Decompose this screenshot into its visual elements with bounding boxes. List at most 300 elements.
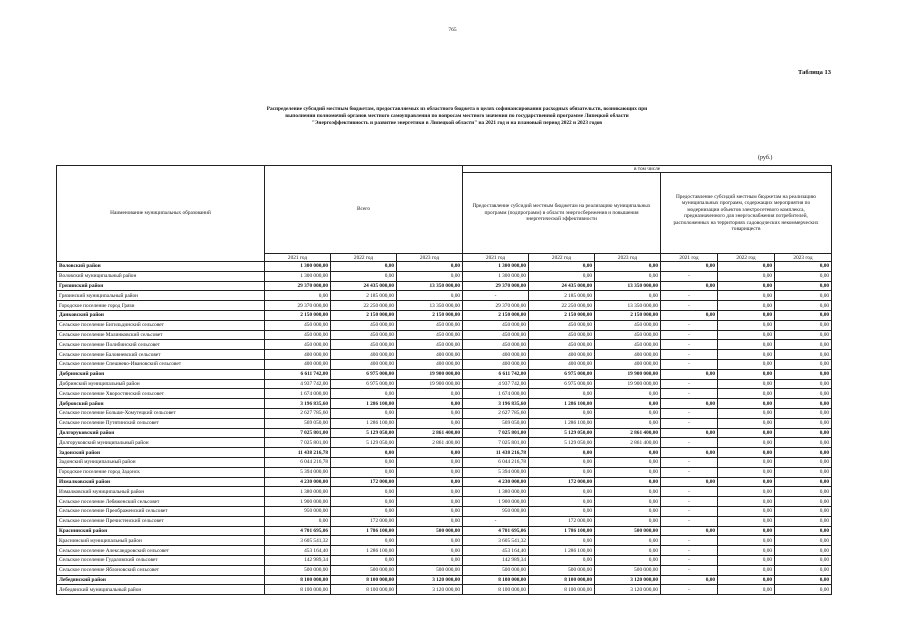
amount-cell: 1 286 100,00 bbox=[331, 399, 397, 409]
amount-cell: 1 286 100,00 bbox=[529, 399, 595, 409]
amount-cell: 450 000,00 bbox=[331, 320, 397, 330]
amount-cell: 0,00 bbox=[661, 310, 718, 320]
municipality-name: Сельское поселение Пречистенский сельсовет bbox=[57, 516, 265, 526]
header-group-energy-efficiency: Предоставление субсидий местным бюджетам на реализацию муниципальных программ (подпрограмм) в области энергосбережения и повышения энергетической эффективности bbox=[463, 173, 661, 254]
amount-cell: 0,00 bbox=[529, 408, 595, 418]
amount-cell: 5 129 050,00 bbox=[529, 428, 595, 438]
amount-cell: 453 164,40 bbox=[463, 546, 529, 556]
amount-cell: 0,00 bbox=[718, 369, 775, 379]
amount-cell: 400 000,00 bbox=[529, 359, 595, 369]
amount-cell: 0,00 bbox=[775, 555, 832, 565]
amount-cell: 0,00 bbox=[595, 262, 661, 272]
amount-cell: 0,00 bbox=[718, 546, 775, 556]
amount-cell: 6 975 000,00 bbox=[331, 379, 397, 389]
municipality-name: Измалковский район bbox=[57, 477, 265, 487]
amount-cell: 0,00 bbox=[718, 526, 775, 536]
municipality-name: Городское поселение город Грязи bbox=[57, 301, 265, 311]
amount-cell: 0,00 bbox=[397, 418, 463, 428]
amount-cell: 6 975 000,00 bbox=[331, 369, 397, 379]
amount-cell: 8 100 000,00 bbox=[529, 575, 595, 585]
municipality-name: Добринский район bbox=[57, 369, 265, 379]
amount-cell: - bbox=[661, 271, 718, 281]
municipality-name: Сельское поселение Александровский сельсовет bbox=[57, 546, 265, 556]
amount-cell: 0,00 bbox=[595, 487, 661, 497]
amount-cell: 0,00 bbox=[775, 350, 832, 360]
amount-cell: 2 861 400,00 bbox=[595, 438, 661, 448]
amount-cell: - bbox=[463, 291, 529, 301]
amount-cell: 0,00 bbox=[718, 281, 775, 291]
amount-cell: 0,00 bbox=[397, 448, 463, 458]
amount-cell: 0,00 bbox=[775, 428, 832, 438]
amount-cell: 0,00 bbox=[718, 350, 775, 360]
table-row bbox=[57, 555, 832, 565]
amount-cell: 1 300 000,00 bbox=[265, 271, 331, 281]
amount-cell: 0,00 bbox=[718, 585, 775, 595]
municipality-name: Сельское поселение Больше-Хомутецкий сельсовет bbox=[57, 408, 265, 418]
amount-cell: 0,00 bbox=[775, 408, 832, 418]
amount-cell: 0,00 bbox=[775, 536, 832, 546]
municipality-name: Сельское поселение Путятинский сельсовет bbox=[57, 418, 265, 428]
amount-cell: 4 937 742,00 bbox=[265, 379, 331, 389]
amount-cell: 8 100 000,00 bbox=[463, 585, 529, 595]
amount-cell: - bbox=[661, 536, 718, 546]
amount-cell: 3 196 835,60 bbox=[463, 399, 529, 409]
amount-cell: 0,00 bbox=[265, 291, 331, 301]
amount-cell: 0,00 bbox=[718, 262, 775, 272]
municipality-name: Измалковский муниципальный район bbox=[57, 487, 265, 497]
amount-cell: 0,00 bbox=[529, 389, 595, 399]
municipality-name: Воловский муниципальный район bbox=[57, 271, 265, 281]
table-row bbox=[57, 291, 832, 301]
amount-cell: 0,00 bbox=[595, 546, 661, 556]
amount-cell: - bbox=[661, 487, 718, 497]
municipality-name: Грязинский муниципальный район bbox=[57, 291, 265, 301]
amount-cell: 8 100 000,00 bbox=[529, 585, 595, 595]
amount-cell: 0,00 bbox=[718, 340, 775, 350]
district-row bbox=[57, 575, 832, 585]
amount-cell: 0,00 bbox=[775, 389, 832, 399]
amount-cell: 1 786 100,00 bbox=[331, 526, 397, 536]
amount-cell: 2 185 000,00 bbox=[529, 291, 595, 301]
amount-cell: 0,00 bbox=[595, 497, 661, 507]
municipality-name: Сельское поселение Хворостянский сельсовет bbox=[57, 389, 265, 399]
amount-cell: 450 000,00 bbox=[463, 340, 529, 350]
amount-cell: 24 435 000,00 bbox=[529, 281, 595, 291]
amount-cell: 0,00 bbox=[718, 301, 775, 311]
municipality-name: Задонский район bbox=[57, 448, 265, 458]
district-row bbox=[57, 369, 832, 379]
table-row bbox=[57, 340, 832, 350]
amount-cell: 172 000,00 bbox=[331, 477, 397, 487]
amount-cell: 2 150 000,00 bbox=[397, 310, 463, 320]
amount-cell: 2 150 000,00 bbox=[265, 310, 331, 320]
amount-cell: 0,00 bbox=[775, 516, 832, 526]
amount-cell: 19 900 000,00 bbox=[595, 369, 661, 379]
amount-cell: 7 025 801,00 bbox=[463, 428, 529, 438]
table-label: Таблица 13 bbox=[798, 69, 832, 76]
table-row bbox=[57, 487, 832, 497]
district-row bbox=[57, 281, 832, 291]
amount-cell: 400 000,00 bbox=[529, 350, 595, 360]
amount-cell: 6 044 216,78 bbox=[265, 457, 331, 467]
amount-cell: 13 350 000,00 bbox=[595, 281, 661, 291]
amount-cell: - bbox=[661, 359, 718, 369]
amount-cell: 0,00 bbox=[595, 291, 661, 301]
amount-cell: 400 000,00 bbox=[331, 359, 397, 369]
amount-cell: 22 250 000,00 bbox=[529, 301, 595, 311]
amount-cell: 569 050,00 bbox=[463, 418, 529, 428]
amount-cell: 5 394 000,00 bbox=[463, 467, 529, 477]
amount-cell: 0,00 bbox=[397, 291, 463, 301]
municipality-name: Долгоруковский район bbox=[57, 428, 265, 438]
amount-cell: 0,00 bbox=[775, 271, 832, 281]
table-row bbox=[57, 438, 832, 448]
amount-cell: 0,00 bbox=[775, 497, 832, 507]
amount-cell: 0,00 bbox=[718, 516, 775, 526]
amount-cell: 0,00 bbox=[595, 389, 661, 399]
amount-cell: 450 000,00 bbox=[595, 340, 661, 350]
amount-cell: 0,00 bbox=[775, 448, 832, 458]
table-row bbox=[57, 457, 832, 467]
amount-cell: 0,00 bbox=[397, 536, 463, 546]
amount-cell: 0,00 bbox=[595, 271, 661, 281]
amount-cell: 1 380 000,00 bbox=[463, 487, 529, 497]
amount-cell: 0,00 bbox=[775, 585, 832, 595]
amount-cell: 0,00 bbox=[331, 389, 397, 399]
amount-cell: 8 100 000,00 bbox=[331, 575, 397, 585]
table-row bbox=[57, 418, 832, 428]
amount-cell: 0,00 bbox=[595, 536, 661, 546]
amount-cell: 1 286 100,00 bbox=[529, 546, 595, 556]
amount-cell: 0,00 bbox=[775, 379, 832, 389]
amount-cell: 3 196 835,60 bbox=[265, 399, 331, 409]
amount-cell: 0,00 bbox=[529, 457, 595, 467]
amount-cell: 22 250 000,00 bbox=[331, 301, 397, 311]
amount-cell: 500 000,00 bbox=[265, 565, 331, 575]
amount-cell: 0,00 bbox=[718, 389, 775, 399]
amount-cell: 1 786 100,00 bbox=[529, 526, 595, 536]
amount-cell: 0,00 bbox=[331, 408, 397, 418]
amount-cell: 0,00 bbox=[775, 438, 832, 448]
amount-cell: 0,00 bbox=[718, 438, 775, 448]
amount-cell: 0,00 bbox=[595, 506, 661, 516]
header-year: 2021 год bbox=[463, 254, 529, 262]
amount-cell: 1 300 000,00 bbox=[463, 262, 529, 272]
amount-cell: 142 989,34 bbox=[463, 555, 529, 565]
amount-cell: 0,00 bbox=[331, 448, 397, 458]
amount-cell: 4 701 695,06 bbox=[265, 526, 331, 536]
amount-cell: 3 120 000,00 bbox=[397, 575, 463, 585]
table-row bbox=[57, 516, 832, 526]
amount-cell: 0,00 bbox=[397, 497, 463, 507]
amount-cell: 13 350 000,00 bbox=[595, 301, 661, 311]
amount-cell: 0,00 bbox=[718, 497, 775, 507]
amount-cell: 0,00 bbox=[775, 487, 832, 497]
table-row bbox=[57, 565, 832, 575]
municipality-name: Сельское поселение Полибинский сельсовет bbox=[57, 340, 265, 350]
amount-cell: 6 611 742,00 bbox=[463, 369, 529, 379]
amount-cell: 19 900 000,00 bbox=[595, 379, 661, 389]
amount-cell: 0,00 bbox=[718, 320, 775, 330]
amount-cell: 450 000,00 bbox=[529, 340, 595, 350]
amount-cell: 400 000,00 bbox=[331, 350, 397, 360]
municipality-name: Сельское поселение Малинковский сельсовет bbox=[57, 330, 265, 340]
table-row bbox=[57, 389, 832, 399]
municipality-name: Долгоруковский муниципальный район bbox=[57, 438, 265, 448]
amount-cell: 6 975 000,00 bbox=[529, 379, 595, 389]
amount-cell: 1 286 100,00 bbox=[331, 418, 397, 428]
table-row bbox=[57, 546, 832, 556]
amount-cell: 1 900 000,00 bbox=[463, 497, 529, 507]
header-year: 2023 год bbox=[397, 254, 463, 262]
amount-cell: 0,00 bbox=[775, 457, 832, 467]
amount-cell: 0,00 bbox=[718, 536, 775, 546]
municipality-name: Сельское поселение Лебяженский сельсовет bbox=[57, 497, 265, 507]
amount-cell: 0,00 bbox=[775, 320, 832, 330]
amount-cell: 2 861 400,00 bbox=[397, 438, 463, 448]
amount-cell: 0,00 bbox=[331, 262, 397, 272]
amount-cell: 400 000,00 bbox=[265, 350, 331, 360]
amount-cell: 1 900 000,00 bbox=[265, 497, 331, 507]
amount-cell: 0,00 bbox=[718, 418, 775, 428]
amount-cell: 0,00 bbox=[661, 575, 718, 585]
amount-cell: 0,00 bbox=[661, 369, 718, 379]
amount-cell: 4 701 695,06 bbox=[463, 526, 529, 536]
amount-cell: 450 000,00 bbox=[265, 340, 331, 350]
amount-cell: 13 350 000,00 bbox=[397, 281, 463, 291]
municipality-name: Сельское поселение Гудаловский сельсовет bbox=[57, 555, 265, 565]
table-row bbox=[57, 301, 832, 311]
amount-cell: 4 230 000,00 bbox=[265, 477, 331, 487]
table-row bbox=[57, 467, 832, 477]
amount-cell: 500 000,00 bbox=[397, 526, 463, 536]
amount-cell: - bbox=[661, 330, 718, 340]
amount-cell: 500 000,00 bbox=[529, 565, 595, 575]
amount-cell: 1 300 000,00 bbox=[265, 262, 331, 272]
amount-cell: 0,00 bbox=[661, 477, 718, 487]
amount-cell: 0,00 bbox=[529, 536, 595, 546]
amount-cell: 400 000,00 bbox=[265, 359, 331, 369]
amount-cell: 400 000,00 bbox=[397, 359, 463, 369]
amount-cell: 29 370 000,00 bbox=[265, 301, 331, 311]
amount-cell: 0,00 bbox=[331, 497, 397, 507]
table-row bbox=[57, 379, 832, 389]
municipality-name: Сельское поселение Преображенский сельсовет bbox=[57, 506, 265, 516]
amount-cell: - bbox=[661, 467, 718, 477]
amount-cell: 0,00 bbox=[775, 546, 832, 556]
amount-cell: 500 000,00 bbox=[463, 565, 529, 575]
amount-cell: - bbox=[661, 506, 718, 516]
amount-cell: 0,00 bbox=[718, 555, 775, 565]
amount-cell: 0,00 bbox=[718, 291, 775, 301]
amount-cell: 0,00 bbox=[775, 467, 832, 477]
amount-cell: 0,00 bbox=[718, 271, 775, 281]
amount-cell: - bbox=[661, 585, 718, 595]
amount-cell: 400 000,00 bbox=[595, 359, 661, 369]
amount-cell: 450 000,00 bbox=[265, 320, 331, 330]
amount-cell: - bbox=[661, 438, 718, 448]
amount-cell: 6 044 216,78 bbox=[463, 457, 529, 467]
amount-cell: - bbox=[661, 516, 718, 526]
amount-cell: 0,00 bbox=[529, 497, 595, 507]
amount-cell: 29 370 000,00 bbox=[463, 301, 529, 311]
amount-cell: 0,00 bbox=[661, 526, 718, 536]
amount-cell: - bbox=[661, 350, 718, 360]
amount-cell: 0,00 bbox=[775, 418, 832, 428]
amount-cell: 0,00 bbox=[718, 448, 775, 458]
table-row bbox=[57, 330, 832, 340]
amount-cell: 0,00 bbox=[397, 389, 463, 399]
table-row bbox=[57, 408, 832, 418]
amount-cell: - bbox=[661, 389, 718, 399]
amount-cell: 8 100 000,00 bbox=[265, 585, 331, 595]
amount-cell: 0,00 bbox=[718, 359, 775, 369]
amount-cell: - bbox=[661, 457, 718, 467]
amount-cell: 0,00 bbox=[718, 408, 775, 418]
amount-cell: 0,00 bbox=[718, 399, 775, 409]
document-title: Распределение субсидий местным бюджетам, предоставляемых из областного бюджета в целях софинансирования расходных обязательств, возникающих при выполнении полномочий органов местного самоуправления по вопросам местного значения по государственной программе Липецкой области "Энергоэффективность и развитие энергетики в Липецкой области" на 2021 год и на плановый период 2022 и 2023 годов bbox=[266, 106, 648, 126]
amount-cell: 7 025 801,00 bbox=[265, 428, 331, 438]
amount-cell: 500 000,00 bbox=[595, 565, 661, 575]
amount-cell: 0,00 bbox=[595, 477, 661, 487]
amount-cell: 0,00 bbox=[397, 546, 463, 556]
amount-cell: 400 000,00 bbox=[463, 359, 529, 369]
amount-cell: 0,00 bbox=[775, 262, 832, 272]
amount-cell: 0,00 bbox=[397, 467, 463, 477]
amount-cell: 0,00 bbox=[595, 399, 661, 409]
amount-cell: 0,00 bbox=[718, 506, 775, 516]
amount-cell: 0,00 bbox=[529, 262, 595, 272]
header-year: 2023 год bbox=[595, 254, 661, 262]
amount-cell: 453 164,40 bbox=[265, 546, 331, 556]
amount-cell: 0,00 bbox=[529, 506, 595, 516]
page-number: 765 bbox=[448, 27, 457, 33]
amount-cell: - bbox=[661, 565, 718, 575]
amount-cell: - bbox=[661, 291, 718, 301]
amount-cell: 0,00 bbox=[595, 418, 661, 428]
table-row bbox=[57, 585, 832, 595]
amount-cell: 5 394 000,00 bbox=[265, 467, 331, 477]
municipality-name: Лебедянский муниципальный район bbox=[57, 585, 265, 595]
amount-cell: 0,00 bbox=[595, 467, 661, 477]
amount-cell: 0,00 bbox=[331, 506, 397, 516]
amount-cell: 0,00 bbox=[718, 379, 775, 389]
amount-cell: - bbox=[661, 301, 718, 311]
header-total: Всего bbox=[265, 166, 463, 254]
amount-cell: 0,00 bbox=[397, 271, 463, 281]
amount-cell: 8 100 000,00 bbox=[331, 585, 397, 595]
amount-cell: 8 100 000,00 bbox=[265, 575, 331, 585]
amount-cell: 0,00 bbox=[718, 457, 775, 467]
district-row bbox=[57, 526, 832, 536]
amount-cell: 0,00 bbox=[775, 575, 832, 585]
amount-cell: 450 000,00 bbox=[331, 340, 397, 350]
municipality-name: Сельское поселение Спешнево-Ивановский сельсовет bbox=[57, 359, 265, 369]
amount-cell: 450 000,00 bbox=[529, 330, 595, 340]
amount-cell: 0,00 bbox=[718, 467, 775, 477]
amount-cell: 500 000,00 bbox=[595, 526, 661, 536]
amount-cell: 172 000,00 bbox=[529, 477, 595, 487]
header-year: 2022 год bbox=[331, 254, 397, 262]
amount-cell: 142 989,34 bbox=[265, 555, 331, 565]
amount-cell: - bbox=[661, 418, 718, 428]
municipality-name: Задонский муниципальный район bbox=[57, 457, 265, 467]
amount-cell: 0,00 bbox=[718, 477, 775, 487]
amount-cell: 7 025 801,00 bbox=[265, 438, 331, 448]
amount-cell: 4 937 742,00 bbox=[463, 379, 529, 389]
amount-cell: 5 129 050,00 bbox=[331, 428, 397, 438]
amount-cell: 450 000,00 bbox=[331, 330, 397, 340]
municipality-name: Грязинский район bbox=[57, 281, 265, 291]
amount-cell: 450 000,00 bbox=[463, 330, 529, 340]
amount-cell: 0,00 bbox=[595, 448, 661, 458]
amount-cell: 450 000,00 bbox=[265, 330, 331, 340]
amount-cell: 1 380 000,00 bbox=[265, 487, 331, 497]
amount-cell: - bbox=[661, 408, 718, 418]
amount-cell: 2 861 400,00 bbox=[397, 428, 463, 438]
header-year: 2022 год bbox=[529, 254, 595, 262]
table-row bbox=[57, 506, 832, 516]
header-including: в том числе bbox=[463, 166, 832, 173]
amount-cell: 0,00 bbox=[529, 448, 595, 458]
amount-cell: 0,00 bbox=[397, 408, 463, 418]
amount-cell: 2 150 000,00 bbox=[529, 310, 595, 320]
amount-cell: 0,00 bbox=[397, 516, 463, 526]
amount-cell: 450 000,00 bbox=[463, 320, 529, 330]
amount-cell: 0,00 bbox=[595, 457, 661, 467]
amount-cell: - bbox=[463, 516, 529, 526]
amount-cell: 450 000,00 bbox=[397, 340, 463, 350]
amount-cell: 0,00 bbox=[661, 399, 718, 409]
municipality-name: Добринский муниципальный район bbox=[57, 379, 265, 389]
amount-cell: 0,00 bbox=[397, 477, 463, 487]
amount-cell: 24 435 000,00 bbox=[331, 281, 397, 291]
amount-cell: 450 000,00 bbox=[595, 320, 661, 330]
table-body bbox=[57, 262, 832, 595]
amount-cell: 0,00 bbox=[775, 369, 832, 379]
amount-cell: 0,00 bbox=[397, 506, 463, 516]
amount-cell: 2 185 000,00 bbox=[331, 291, 397, 301]
amount-cell: 13 350 000,00 bbox=[397, 301, 463, 311]
municipality-name: Городское поселение город Задонск bbox=[57, 467, 265, 477]
amount-cell: 0,00 bbox=[661, 262, 718, 272]
header-group-grid-modernization: Предоставление субсидий местным бюджетам на реализацию муниципальных программ, содержащих мероприятия по модернизации объектов электросетевого комплекса, предназначенного для энергоснабжения потребителей, расположенных на территориях садоводческих некоммерческих товариществ bbox=[661, 173, 832, 254]
amount-cell: 19 900 000,00 bbox=[397, 369, 463, 379]
header-year: 2021 год bbox=[661, 254, 718, 262]
amount-cell: 0,00 bbox=[331, 467, 397, 477]
amount-cell: 0,00 bbox=[775, 359, 832, 369]
amount-cell: - bbox=[661, 379, 718, 389]
amount-cell: - bbox=[661, 497, 718, 507]
amount-cell: 0,00 bbox=[331, 487, 397, 497]
municipality-name: Лебедянский район bbox=[57, 575, 265, 585]
district-row bbox=[57, 448, 832, 458]
table-row bbox=[57, 350, 832, 360]
municipality-name: Воловский район bbox=[57, 262, 265, 272]
municipality-name: Данковский район bbox=[57, 310, 265, 320]
amount-cell: 1 674 000,00 bbox=[265, 389, 331, 399]
amount-cell: 4 230 000,00 bbox=[463, 477, 529, 487]
header-name: Наименование муниципальных образований bbox=[57, 166, 265, 262]
header-year: 2022 год bbox=[718, 254, 775, 262]
amount-cell: 0,00 bbox=[718, 310, 775, 320]
district-row bbox=[57, 477, 832, 487]
amount-cell: 0,00 bbox=[718, 330, 775, 340]
amount-cell: 1 300 000,00 bbox=[463, 271, 529, 281]
amount-cell: 2 150 000,00 bbox=[463, 310, 529, 320]
amount-cell: 3 605 541,32 bbox=[463, 536, 529, 546]
amount-cell: 0,00 bbox=[775, 330, 832, 340]
